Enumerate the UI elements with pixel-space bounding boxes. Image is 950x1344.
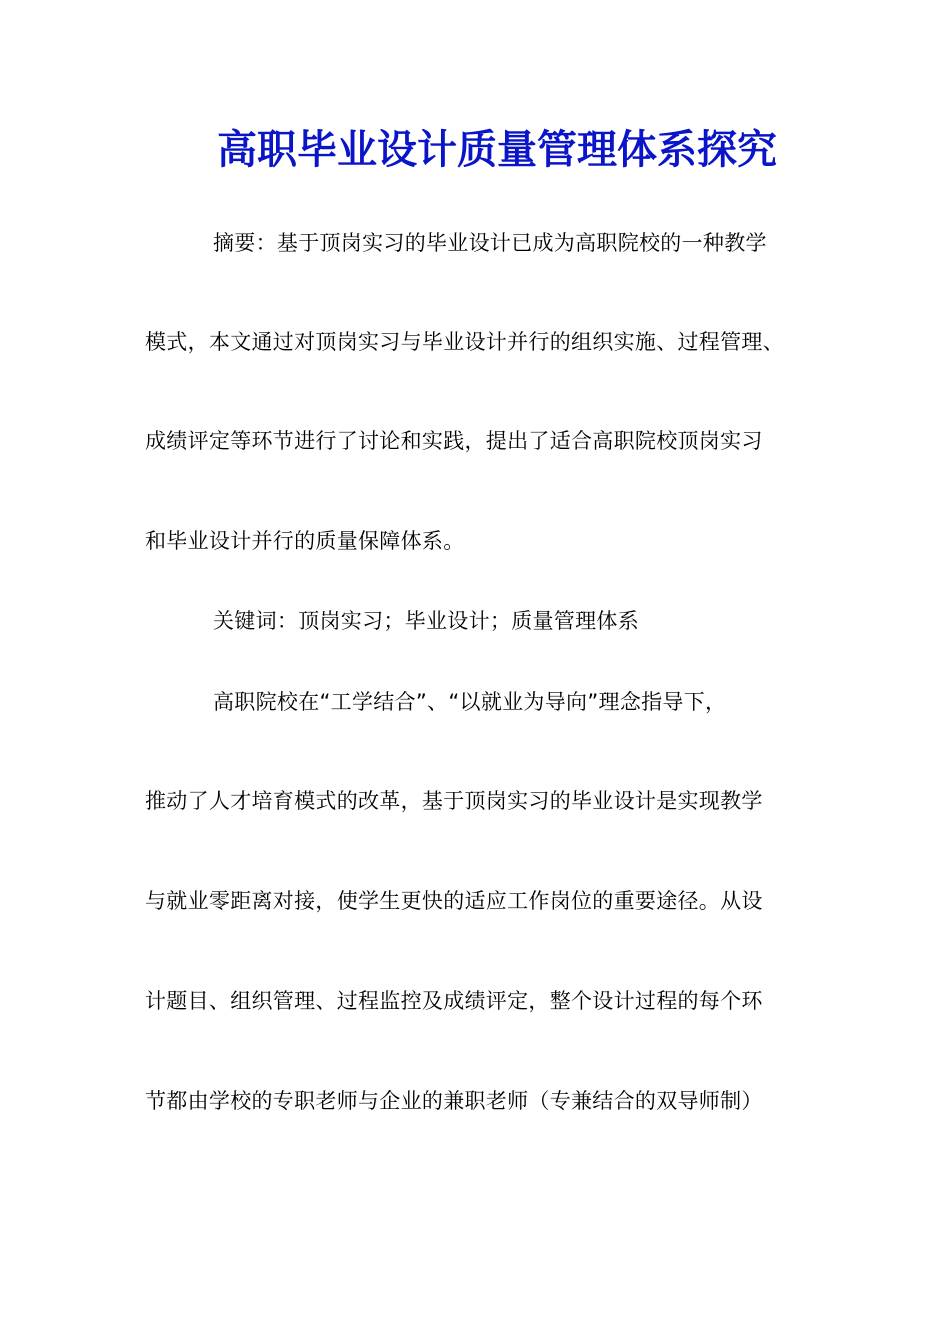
body-line-2: 推动了人才培育模式的改革，基于顶岗实习的毕业设计是实现教学 xyxy=(145,789,763,813)
keywords-line: 关键词：顶岗实习；毕业设计；质量管理体系 xyxy=(213,609,639,633)
body-line-1: 高职院校在“工学结合”、“以就业为导向”理念指导下， xyxy=(213,690,727,714)
body-line-4: 计题目、组织管理、过程监控及成绩评定，整个设计过程的每个环 xyxy=(145,989,763,1013)
abstract-line-4: 和毕业设计并行的质量保障体系。 xyxy=(145,529,465,553)
abstract-line-3: 成绩评定等环节进行了讨论和实践，提出了适合高职院校顶岗实习 xyxy=(145,429,763,453)
document-title: 高职毕业设计质量管理体系探究 xyxy=(217,126,777,173)
body-line-3: 与就业零距离对接，使学生更快的适应工作岗位的重要途径。从设 xyxy=(145,889,763,913)
body-line-5: 节都由学校的专职老师与企业的兼职老师（专兼结合的双导师制） xyxy=(145,1089,763,1113)
abstract-line-1: 摘要：基于顶岗实习的毕业设计已成为高职院校的一种教学 xyxy=(213,231,767,255)
abstract-line-2: 模式，本文通过对顶岗实习与毕业设计并行的组织实施、过程管理、 xyxy=(145,330,784,354)
